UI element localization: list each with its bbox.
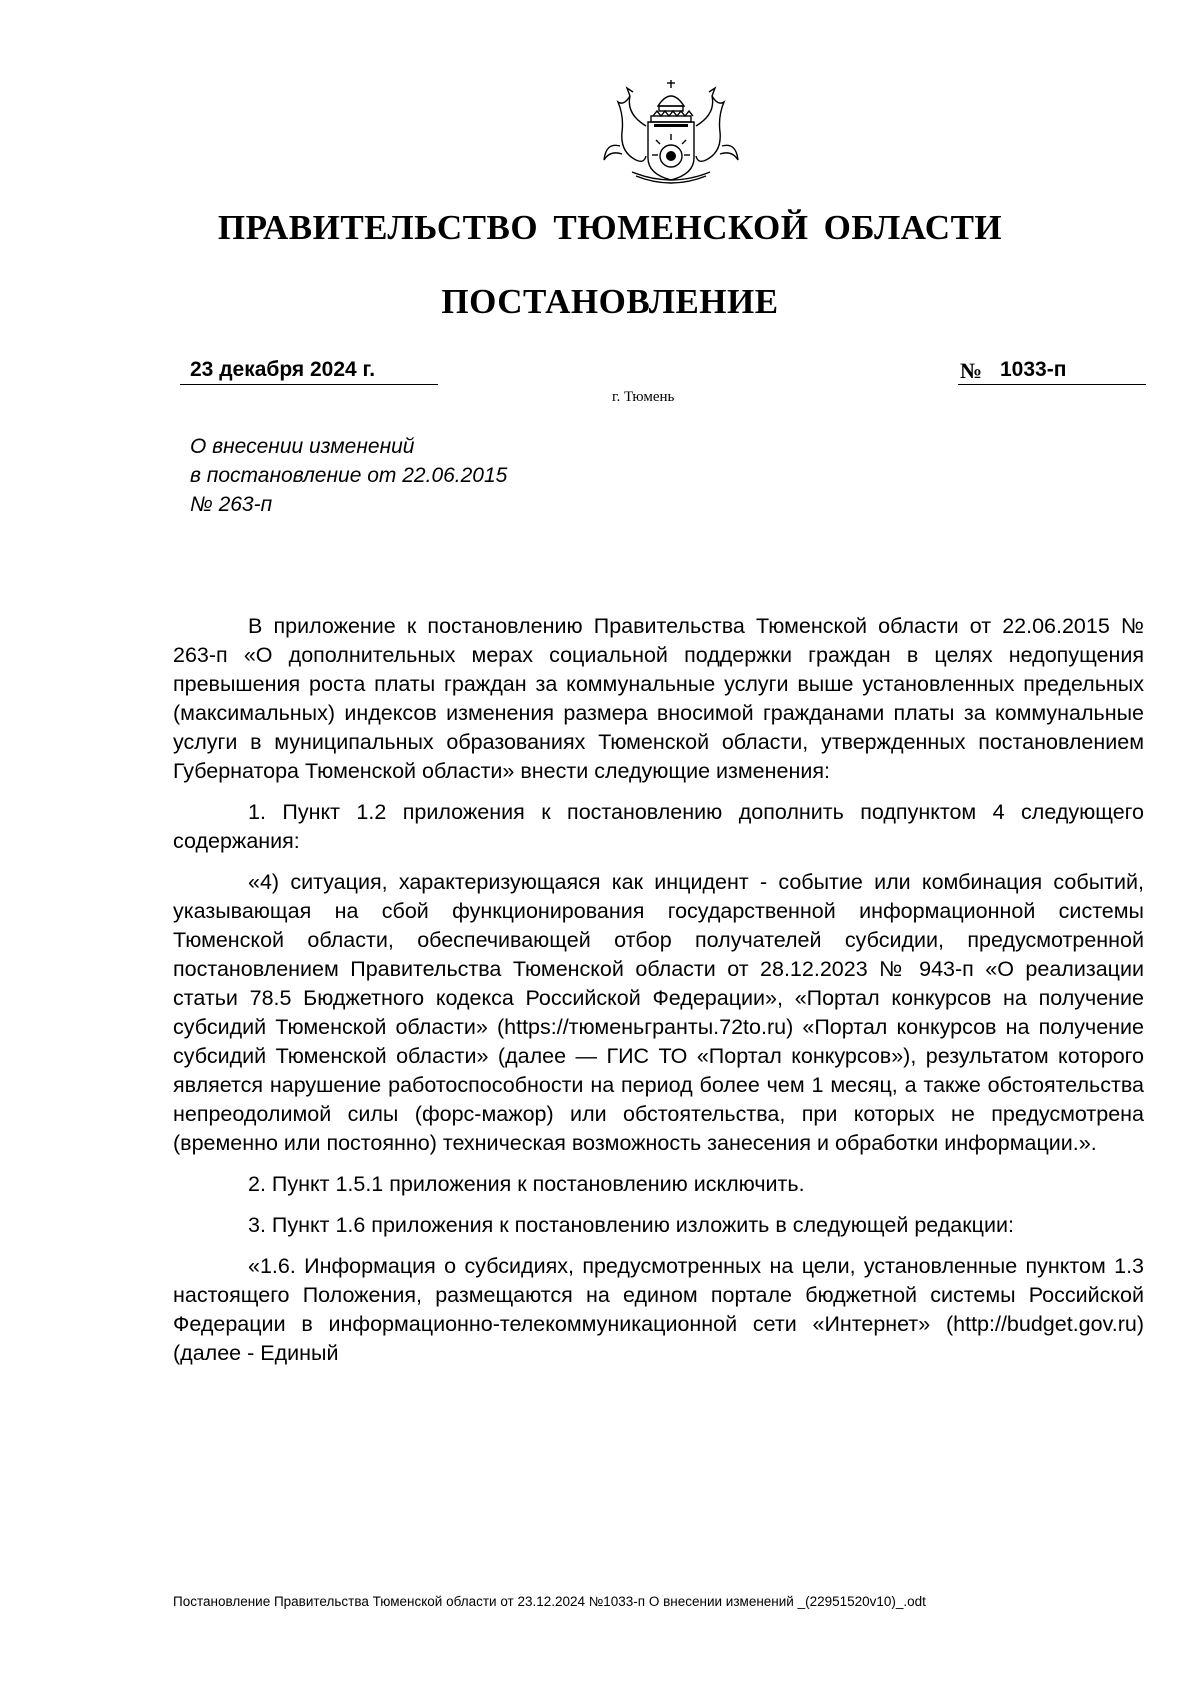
body-paragraph: 1. Пункт 1.2 приложения к постановлению дополнить подпунктом 4 следующего содержания: xyxy=(173,800,1144,853)
subject-line: № 263-п xyxy=(190,493,273,516)
document-body xyxy=(173,612,1144,1368)
page-footer: Постановление Правительства Тюменской области от 23.12.2024 №1033-п О внесении изменений _(22951520v10)_.odt xyxy=(173,1594,926,1609)
city-label: г. Тюмень xyxy=(612,389,675,405)
document-number-field xyxy=(958,358,1146,385)
subject-line: в постановление от 22.06.2015 xyxy=(190,464,508,487)
organization-title: ПРАВИТЕЛЬСТВО ТЮМЕНСКОЙ ОБЛАСТИ xyxy=(217,208,1003,247)
document-date-field xyxy=(180,358,438,385)
body-paragraph: «1.6. Информация о субсидиях, предусмотренных на цели, установленные пунктом 1.3 настоящего Положения, размещаются на едином портале бюджетной системы Российской Федерации в информационно-телекоммуникационной сети «Интернет» (http://budget.gov.ru) (далее - Единый xyxy=(173,1254,1144,1365)
document-type: ПОСТАНОВЛЕНИЕ xyxy=(441,282,779,321)
body-paragraph: «4) ситуация, характеризующаяся как инцидент - событие или комбинация событий, указывающая на сбой функционирования государственной информационной системы Тюменской области, обеспечивающей отбор получателей субсидии, предусмотренной постановлением Правительства Тюменской области от 28.12.2023 № 943-п «О реализации статьи 78.5 Бюджетного кодекса Российской Федерации», «Портал конкурсов на получение субсидий Тюменской области» (https://тюменьгранты.72to.ru) «Портал конкурсов на получение субсидий Тюменской области» (далее — ГИС ТО «Портал конкурсов»), результатом которого является нарушение работоспособности на период более чем 1 месяц, а также обстоятельства непреодолимой силы (форс-мажор) или обстоятельства, при которых не предусмотрена (временно или постоянно) техническая возможность занесения и обработки информации.». xyxy=(173,870,1144,1155)
number-sign: № xyxy=(960,358,983,383)
document-number: 1033-п xyxy=(1000,358,1067,381)
body-paragraph: 3. Пункт 1.6 приложения к постановлению изложить в следующей редакции: xyxy=(248,1213,1014,1237)
document-date: 23 декабря 2024 г. xyxy=(190,358,376,381)
document-subject xyxy=(190,432,507,519)
subject-line: О внесении изменений xyxy=(190,435,415,458)
body-paragraph: В приложение к постановлению Правительства Тюменской области от 22.06.2015 № 263-п «О дополнительных мерах социальной поддержки граждан в целях недопущения превышения роста платы граждан за коммунальные услуги выше установленных предельных (максимальных) индексов изменения размера вносимой гражданами платы за коммунальные услуги в муниципальных образованиях Тюменской области, утвержденных постановлением Губернатора Тюменской области» внести следующие изменения: xyxy=(173,614,1144,783)
coat-of-arms-emblem xyxy=(596,76,746,188)
body-paragraph: 2. Пункт 1.5.1 приложения к постановлению исключить. xyxy=(248,1172,805,1196)
